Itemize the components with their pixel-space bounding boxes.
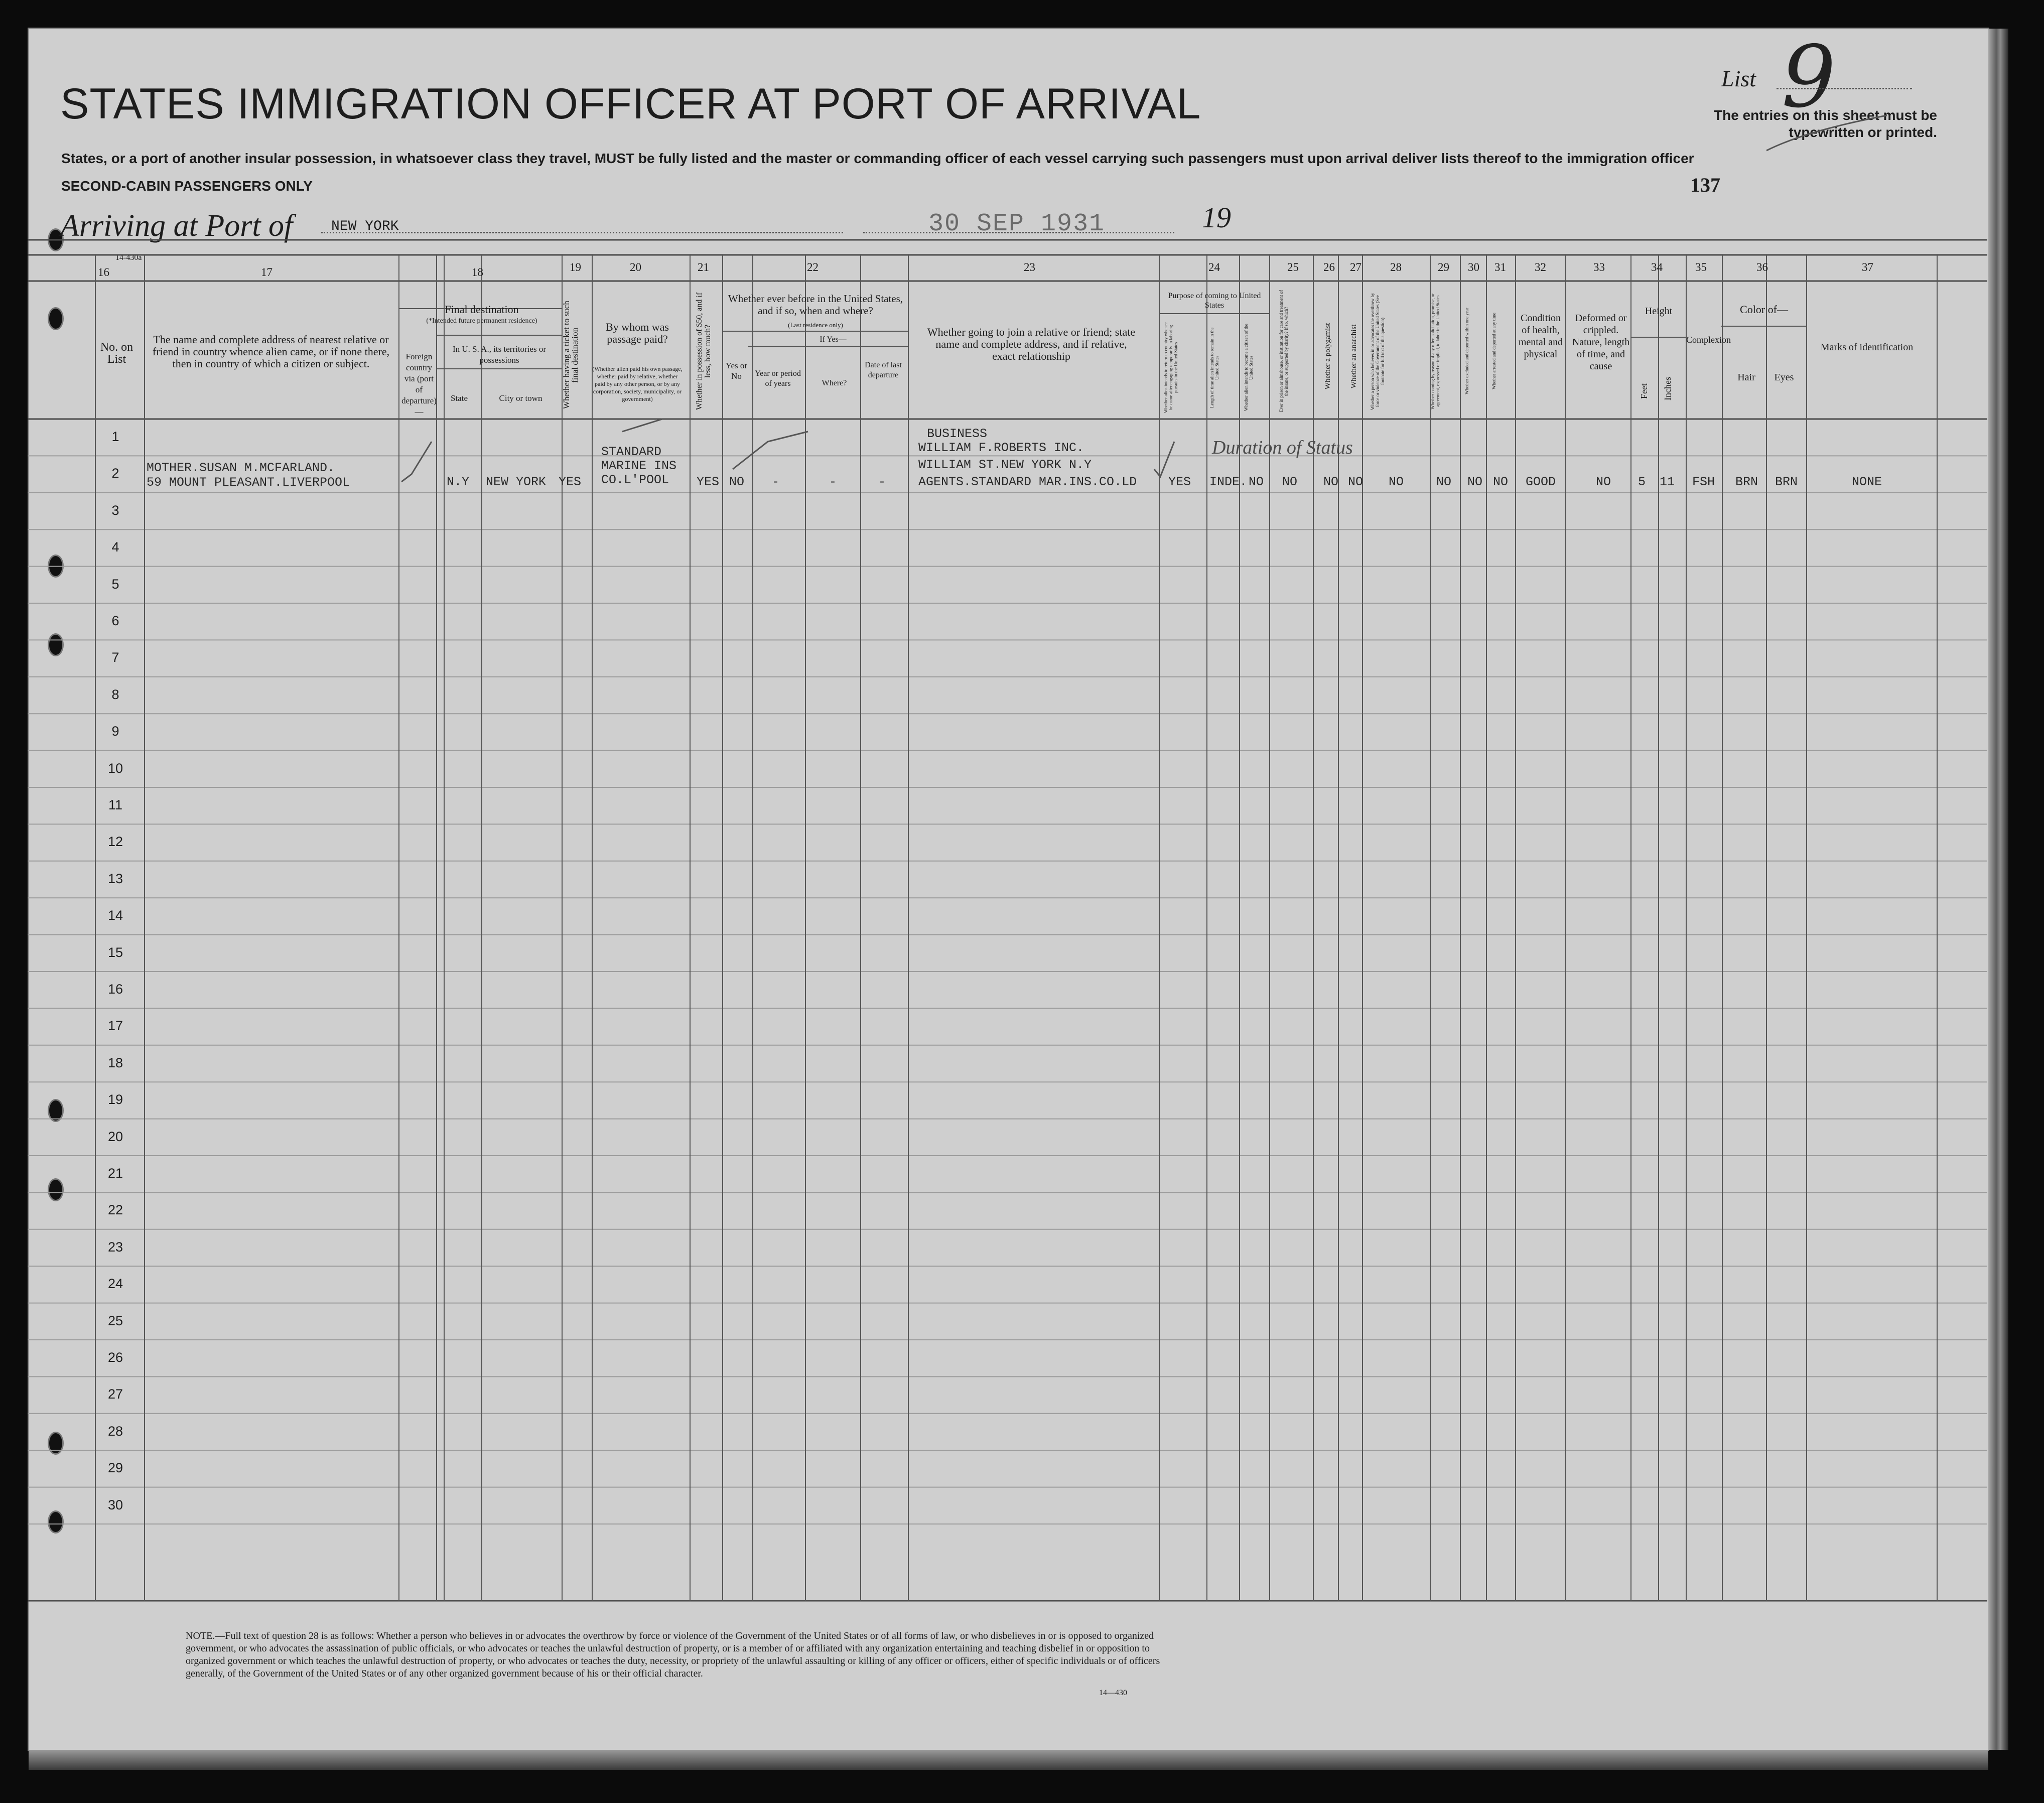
year-period-value: - — [772, 475, 780, 489]
column-number: 30 — [1468, 261, 1479, 273]
header-length-stay: Length of time alien intends to remain in the United States — [1209, 327, 1219, 408]
row-number: 13 — [107, 871, 123, 886]
column-number: 16 — [98, 266, 109, 279]
header-final-destination-note: (*Intended future permanent residence) — [426, 317, 537, 325]
column-number: 33 — [1593, 261, 1605, 273]
column-number: 21 — [698, 261, 709, 273]
header-paid-by: By whom was passage paid? — [606, 321, 669, 345]
header-year-period: Year or period of years — [755, 369, 801, 388]
relative-address-line: MOTHER.SUSAN M.MCFARLAND. — [147, 461, 335, 475]
ever-before-value: NO — [729, 475, 745, 489]
column-number: 26 — [1323, 261, 1335, 273]
form-title: STATES IMMIGRATION OFFICER AT PORT OF ARRIVAL — [60, 80, 1201, 128]
row-number: 21 — [107, 1166, 123, 1181]
destination-state: N.Y — [447, 475, 470, 489]
header-usa: In U. S. A., its territories or possessions — [452, 344, 547, 365]
money-value: YES — [697, 475, 720, 489]
header-arrested: Whether arrested and deported at any time — [1491, 313, 1496, 390]
row-number: 15 — [107, 944, 123, 960]
column-number: 37 — [1862, 261, 1873, 273]
health-value: GOOD — [1526, 475, 1556, 489]
ticket-value: YES — [559, 475, 582, 489]
header-inches: Inches — [1663, 377, 1673, 401]
anarchist-value: NO — [1348, 475, 1364, 489]
excluded-value: NO — [1467, 475, 1483, 489]
list-label: List — [1721, 66, 1756, 91]
row-number: 23 — [107, 1239, 123, 1255]
hair-value: BRN — [1735, 475, 1758, 489]
row-number: 22 — [107, 1202, 123, 1218]
column-number: 19 — [570, 261, 581, 273]
header-foreign-country: Foreign country via (port of departure)— — [401, 352, 437, 417]
row-number: 16 — [107, 982, 123, 997]
row-number: 26 — [107, 1350, 123, 1365]
row-number: 3 — [111, 502, 119, 518]
header-height: Height — [1645, 306, 1673, 317]
header-ever-before: Whether ever before in the United States, and if so, when and where? — [728, 293, 903, 317]
cabin-class-label: SECOND-CABIN PASSENGERS ONLY — [61, 178, 313, 194]
row-number: 2 — [111, 466, 119, 481]
header-final-destination: Final destination — [445, 303, 519, 316]
form-code: 14-430a — [115, 253, 142, 262]
footnote-form-code: 14—430 — [1099, 1689, 1127, 1697]
header-date-departure: Date of last departure — [865, 361, 902, 379]
year-prefix: 19 — [1202, 201, 1231, 234]
row-number: 14 — [107, 908, 123, 923]
column-number: 27 — [1350, 261, 1361, 273]
handwritten-annotation: Duration of Status — [1212, 437, 1353, 458]
column-number: 22 — [807, 261, 819, 273]
row-number: 9 — [111, 724, 119, 739]
column-number: 18 — [472, 266, 483, 279]
row-number: 18 — [107, 1055, 123, 1070]
header-become-citizen: Whether alien intends to become a citizen of the United States — [1244, 324, 1254, 411]
header-relative-address: The name and complete address of nearest relative or friend in country whence alien came, or if none there, then in country of which a citizen or subject. — [152, 333, 390, 370]
header-city: City or town — [499, 393, 542, 403]
header-join-relative: Whether going to join a relative or friend; state name and complete address, and if relative, exact relationship — [927, 326, 1136, 362]
height-inches-value: 11 — [1660, 475, 1675, 489]
join-line: WILLIAM F.ROBERTS INC. — [918, 441, 1084, 455]
eyes-value: BRN — [1775, 475, 1798, 489]
complexion-value: FSH — [1692, 475, 1715, 489]
purpose-value: YES — [1168, 475, 1191, 489]
row-number: 27 — [107, 1386, 123, 1402]
row-number: 29 — [107, 1460, 123, 1476]
entries-note: The entries on this sheet must be typewritten or printed. — [1714, 107, 1937, 140]
column-number: 24 — [1208, 261, 1220, 273]
paid-by-line: STANDARD — [601, 445, 662, 459]
header-labor-offer: Whether coming by reason of any offer, solicitation, promise, or agreement, expressed or implied, to labor in the United States — [1430, 293, 1440, 409]
join-line: AGENTS.STANDARD MAR.INS.CO.LD — [918, 475, 1137, 489]
header-marks: Marks of identification — [1820, 342, 1914, 353]
header-ticket: Whether having a ticket to such final destination — [562, 301, 580, 409]
header-purpose: Purpose of coming to United States — [1168, 292, 1261, 310]
row-number: 6 — [111, 613, 119, 628]
check-mark-icon — [401, 115, 1887, 482]
row-number: 25 — [107, 1313, 123, 1328]
where-value: - — [829, 475, 837, 489]
date-departure-value: - — [878, 475, 886, 489]
deformed-value: NO — [1596, 475, 1611, 489]
sheet-number: 137 — [1690, 174, 1720, 196]
row-number: 1 — [111, 429, 119, 444]
header-ever-before-note: (Last residence only) — [788, 321, 843, 329]
prison-value: NO — [1282, 475, 1298, 489]
date-stamp: 30 SEP 1931 — [928, 210, 1106, 238]
column-number: 36 — [1756, 261, 1768, 273]
row-number: 11 — [108, 797, 123, 812]
header-feet: Feet — [1639, 383, 1649, 399]
row-number: 17 — [107, 1018, 123, 1034]
header-yes-no: Yes or No — [725, 361, 748, 381]
row-number: 8 — [111, 686, 119, 702]
header-hair: Hair — [1737, 372, 1755, 383]
header-excluded: Whether excluded and deported within one year — [1464, 308, 1469, 395]
join-line: WILLIAM ST.NEW YORK N.Y — [918, 458, 1092, 472]
column-number: 29 — [1438, 261, 1449, 273]
arriving-label: Arriving at Port of — [60, 209, 293, 243]
paid-by-line: MARINE INS — [601, 459, 677, 473]
header-anarchist: Whether an anarchist — [1350, 324, 1358, 388]
column-number: 32 — [1535, 261, 1546, 273]
row-number: 4 — [111, 539, 119, 555]
column-number: 20 — [630, 261, 641, 273]
row-number: 5 — [111, 576, 119, 592]
header-prison: Ever in prison or almshouse, or institution for care and treatment of the insane, or supported by charity? If so, which? — [1279, 290, 1289, 412]
header-if-yes: If Yes— — [820, 335, 847, 344]
column-number: 23 — [1024, 261, 1035, 273]
port-value: NEW YORK — [331, 219, 399, 234]
header-eyes: Eyes — [1774, 372, 1794, 383]
header-color-of: Color of— — [1740, 303, 1788, 316]
header-where: Where? — [822, 379, 847, 387]
footnote: NOTE.—Full text of question 28 is as follows: Whether a person who believes in or advocates the overthrow by force or violence of the Government of the United States or of all forms of law, or who disbelieves in or is opposed to organized government, or who advocates the assassination of public officials, or who advocates or teaches the unlawful destruction of property, or is a member of or affiliated with any organization entertaining and teaching disbelief in or opposition to organized government or which teaches the unlawful destruction of property, or who advocates or teaches the duty, necessity, or propriety of the unlawful assaulting or killing of any officer or officers, either of specific individuals or of officers generally, of the Government of the United States or of any other organized government because of his or their official character. — [186, 1630, 1160, 1679]
column-number: 28 — [1390, 261, 1402, 273]
marks-value: NONE — [1852, 475, 1882, 489]
citizen-value: NO — [1249, 475, 1264, 489]
destination-city: NEW YORK — [486, 475, 547, 489]
header-question-28: Whether a person who believes in or advocates the overthrow by force or violence of the Government of the United States (See footnote for full text of this question) — [1370, 293, 1385, 410]
header-return-country: Whether alien intends to return to country whence he came after engaging temporarily in laboring pursuits in the United States — [1163, 322, 1178, 413]
column-number: 35 — [1695, 261, 1707, 273]
row-number: 24 — [107, 1276, 123, 1292]
polygamist-value: NO — [1323, 475, 1339, 489]
relative-address-line: 59 MOUNT PLEASANT.LIVERPOOL — [147, 475, 350, 490]
form-subtitle: States, or a port of another insular possession, in whatsoever class they travel, MUST be fully listed and the master or commanding officer of each vessel carrying such passengers must upon arrival deliver lists thereof to the immigration officer — [61, 151, 1694, 166]
header-paid-by-note: (Whether alien paid his own passage, whether paid by relative, whether paid by any other person, or by any corporation, society, municipality, or government) — [592, 365, 683, 402]
question-28-value: NO — [1389, 475, 1404, 489]
header-state: State — [451, 393, 468, 403]
row-number: 12 — [107, 834, 123, 850]
labor-offer-value: NO — [1436, 475, 1452, 489]
header-deformed: Deformed or crippled. Nature, length of time, and cause — [1572, 313, 1630, 372]
row-number: 7 — [111, 650, 119, 665]
column-number: 31 — [1494, 261, 1506, 273]
length-stay-value: INDE. — [1209, 475, 1248, 489]
row-number: 30 — [107, 1497, 123, 1512]
column-number: 25 — [1287, 261, 1299, 273]
arrested-value: NO — [1493, 475, 1509, 489]
row-number: 10 — [107, 760, 123, 776]
header-complexion: Complexion — [1686, 335, 1731, 345]
header-health: Condition of health, mental and physical — [1518, 313, 1563, 360]
row-number: 28 — [107, 1423, 123, 1439]
height-feet-value: 5 — [1638, 475, 1646, 489]
row-number: 20 — [107, 1129, 123, 1144]
header-no-on-list: No. on List — [100, 341, 133, 366]
join-line: BUSINESS — [927, 427, 988, 441]
paid-by-line: CO.L'POOL — [601, 473, 669, 487]
column-number: 34 — [1651, 261, 1663, 273]
column-number: 17 — [261, 266, 272, 279]
list-number: 9 — [1782, 28, 1836, 127]
header-fifty-dollars: Whether in possession of $50, and if less, how much? — [695, 292, 712, 410]
row-number: 19 — [107, 1092, 123, 1107]
header-polygamist: Whether a polygamist — [1324, 323, 1332, 390]
